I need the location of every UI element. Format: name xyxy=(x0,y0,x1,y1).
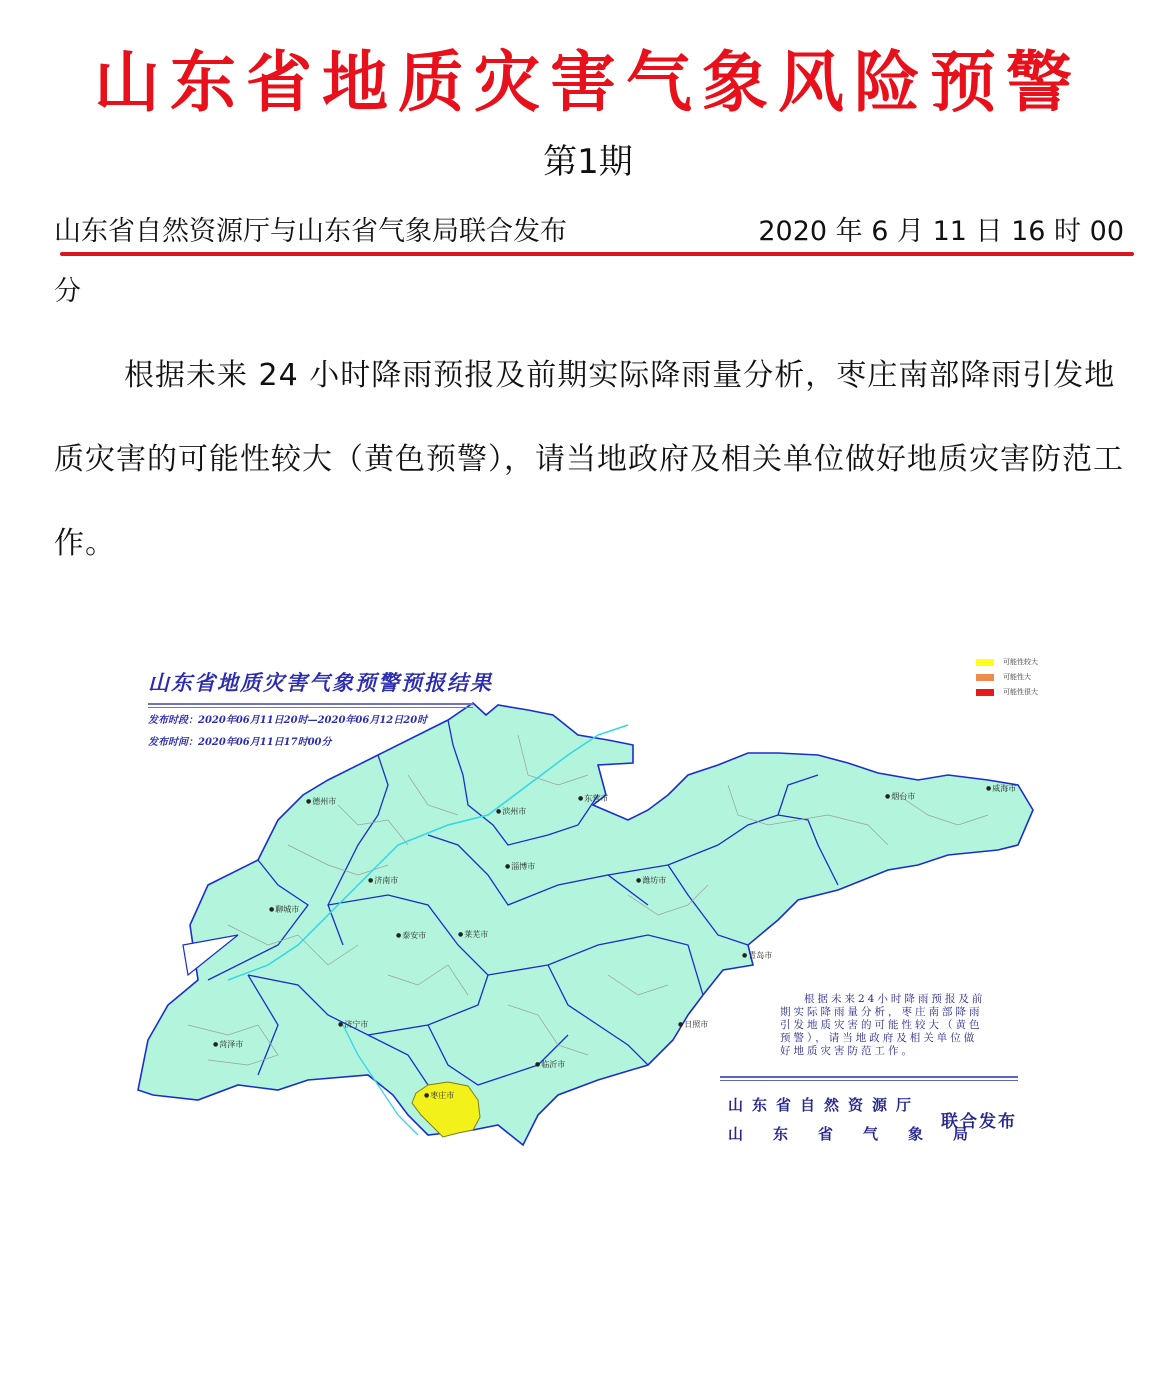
city-label-jinan: ● 济南市 xyxy=(368,875,398,886)
city-label-qingdao: ● 青岛市 xyxy=(742,950,772,961)
map-note-rule xyxy=(720,1076,1018,1081)
map-title: 山东省地质灾害气象预警预报结果 xyxy=(148,670,493,695)
publish-datetime-tail: 分 xyxy=(54,276,81,307)
city-label-rizhao: ● 日照市 xyxy=(678,1019,708,1030)
city-label-jining: ● 济宁市 xyxy=(338,1019,368,1030)
publish-datetime: 2020 年 6 月 11 日 16 时 00 xyxy=(758,216,1124,247)
city-label-dezhou: ● 德州市 xyxy=(306,796,336,807)
publisher: 山东省自然资源厅与山东省气象局联合发布 xyxy=(54,216,567,247)
legend-item-very-high xyxy=(976,685,1038,699)
map-period: 发布时段：2020年06月11日20时—2020年06月12日20时 xyxy=(148,715,428,726)
city-label-taian: ● 泰安市 xyxy=(396,930,426,941)
legend-label: 可能性较大 xyxy=(1003,658,1038,666)
city-label-zibo: ● 淄博市 xyxy=(505,861,535,872)
issuer-meteorological-bureau: 山东省气象局 xyxy=(728,1125,999,1143)
map-note-text: 根据未来24小时降雨预报及前期实际降雨量分析，枣庄南部降雨引发地质灾害的可能性较大（黄色预警），请当地政府及相关单位做好地质灾害防范工作。 xyxy=(780,993,986,1057)
legend-swatch-orange xyxy=(976,674,994,681)
warning-map xyxy=(128,645,1048,1155)
city-label-linyi: ● 临沂市 xyxy=(535,1059,565,1070)
city-label-weihai: ● 威海市 xyxy=(986,783,1016,794)
legend-swatch-yellow xyxy=(976,659,994,666)
page-title: 山东省地质灾害气象风险预警 xyxy=(94,44,1082,121)
city-label-weifang: ● 潍坊市 xyxy=(636,875,666,886)
legend-label: 可能性大 xyxy=(1003,673,1031,681)
city-label-zaozhuang: ● 枣庄市 xyxy=(424,1090,454,1101)
city-label-heze: ● 菏泽市 xyxy=(213,1039,243,1050)
legend-item-high xyxy=(976,670,1038,684)
city-label-laiwu: ● 莱芜市 xyxy=(458,929,488,940)
legend-item-moderate xyxy=(976,655,1038,669)
legend-label: 可能性很大 xyxy=(1003,688,1038,696)
joint-release-label: 联合发布 xyxy=(941,1112,1017,1132)
map-issued-time: 发布时间：2020年06月11日17时00分 xyxy=(148,737,332,748)
legend-swatch-red xyxy=(976,689,994,696)
red-divider xyxy=(60,252,1134,256)
city-label-yantai: ● 烟台市 xyxy=(885,791,915,802)
map-title-rule xyxy=(148,703,473,708)
city-label-binzhou: ● 滨州市 xyxy=(496,806,526,817)
city-label-liaocheng: ● 聊城市 xyxy=(269,904,299,915)
publication-line xyxy=(54,212,1124,252)
city-label-dongying: ● 东营市 xyxy=(578,793,608,804)
map-legend xyxy=(976,655,1038,700)
issuer-natural-resources: 山东省自然资源厅 xyxy=(728,1096,921,1114)
issue-number: 第1期 xyxy=(543,142,633,182)
warning-body-text: 根据未来 24 小时降雨预报及前期实际降雨量分析，枣庄南部降雨引发地质灾害的可能性较大（黄色预警），请当地政府及相关单位做好地质灾害防范工作。 xyxy=(54,358,1124,561)
